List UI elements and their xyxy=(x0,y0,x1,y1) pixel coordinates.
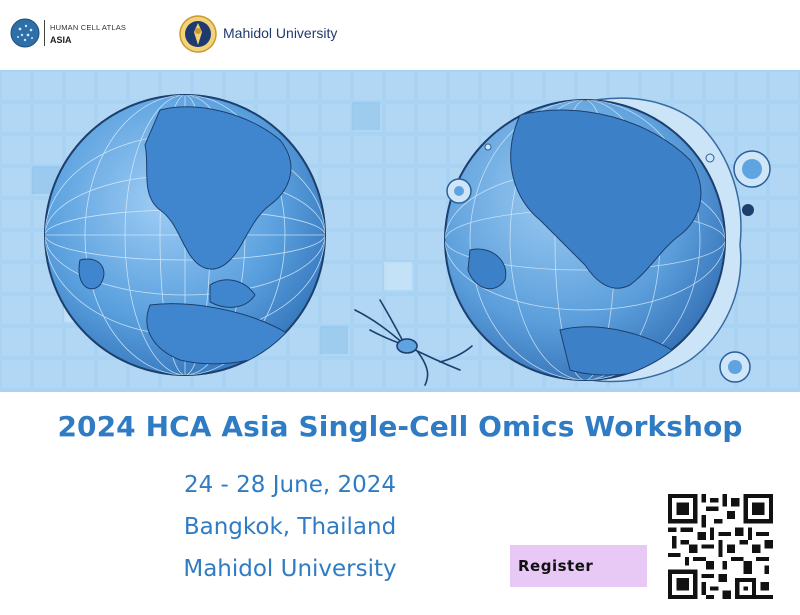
hca-globe-icon xyxy=(10,18,40,48)
register-button[interactable]: Register xyxy=(510,545,647,587)
event-venue: Mahidol University xyxy=(183,556,397,582)
event-dates: 24 - 28 June, 2024 xyxy=(183,472,396,498)
hca-logo-line2: ASIA xyxy=(50,35,72,45)
mahidol-seal-icon xyxy=(179,14,217,54)
event-location: Bangkok, Thailand xyxy=(183,514,397,540)
header-bar xyxy=(0,0,800,70)
hero-illustration-svg xyxy=(0,70,800,392)
qr-code-icon[interactable] xyxy=(668,494,773,599)
hero-illustration xyxy=(0,70,800,392)
logo-divider xyxy=(44,20,45,46)
hca-logo-text xyxy=(50,22,126,46)
hca-logo-line1: HUMAN CELL ATLAS xyxy=(50,23,127,32)
event-details xyxy=(130,464,450,590)
left-globe xyxy=(45,95,325,375)
event-title: 2024 HCA Asia Single-Cell Omics Workshop xyxy=(57,410,743,443)
university-name: Mahidol University xyxy=(223,25,338,41)
